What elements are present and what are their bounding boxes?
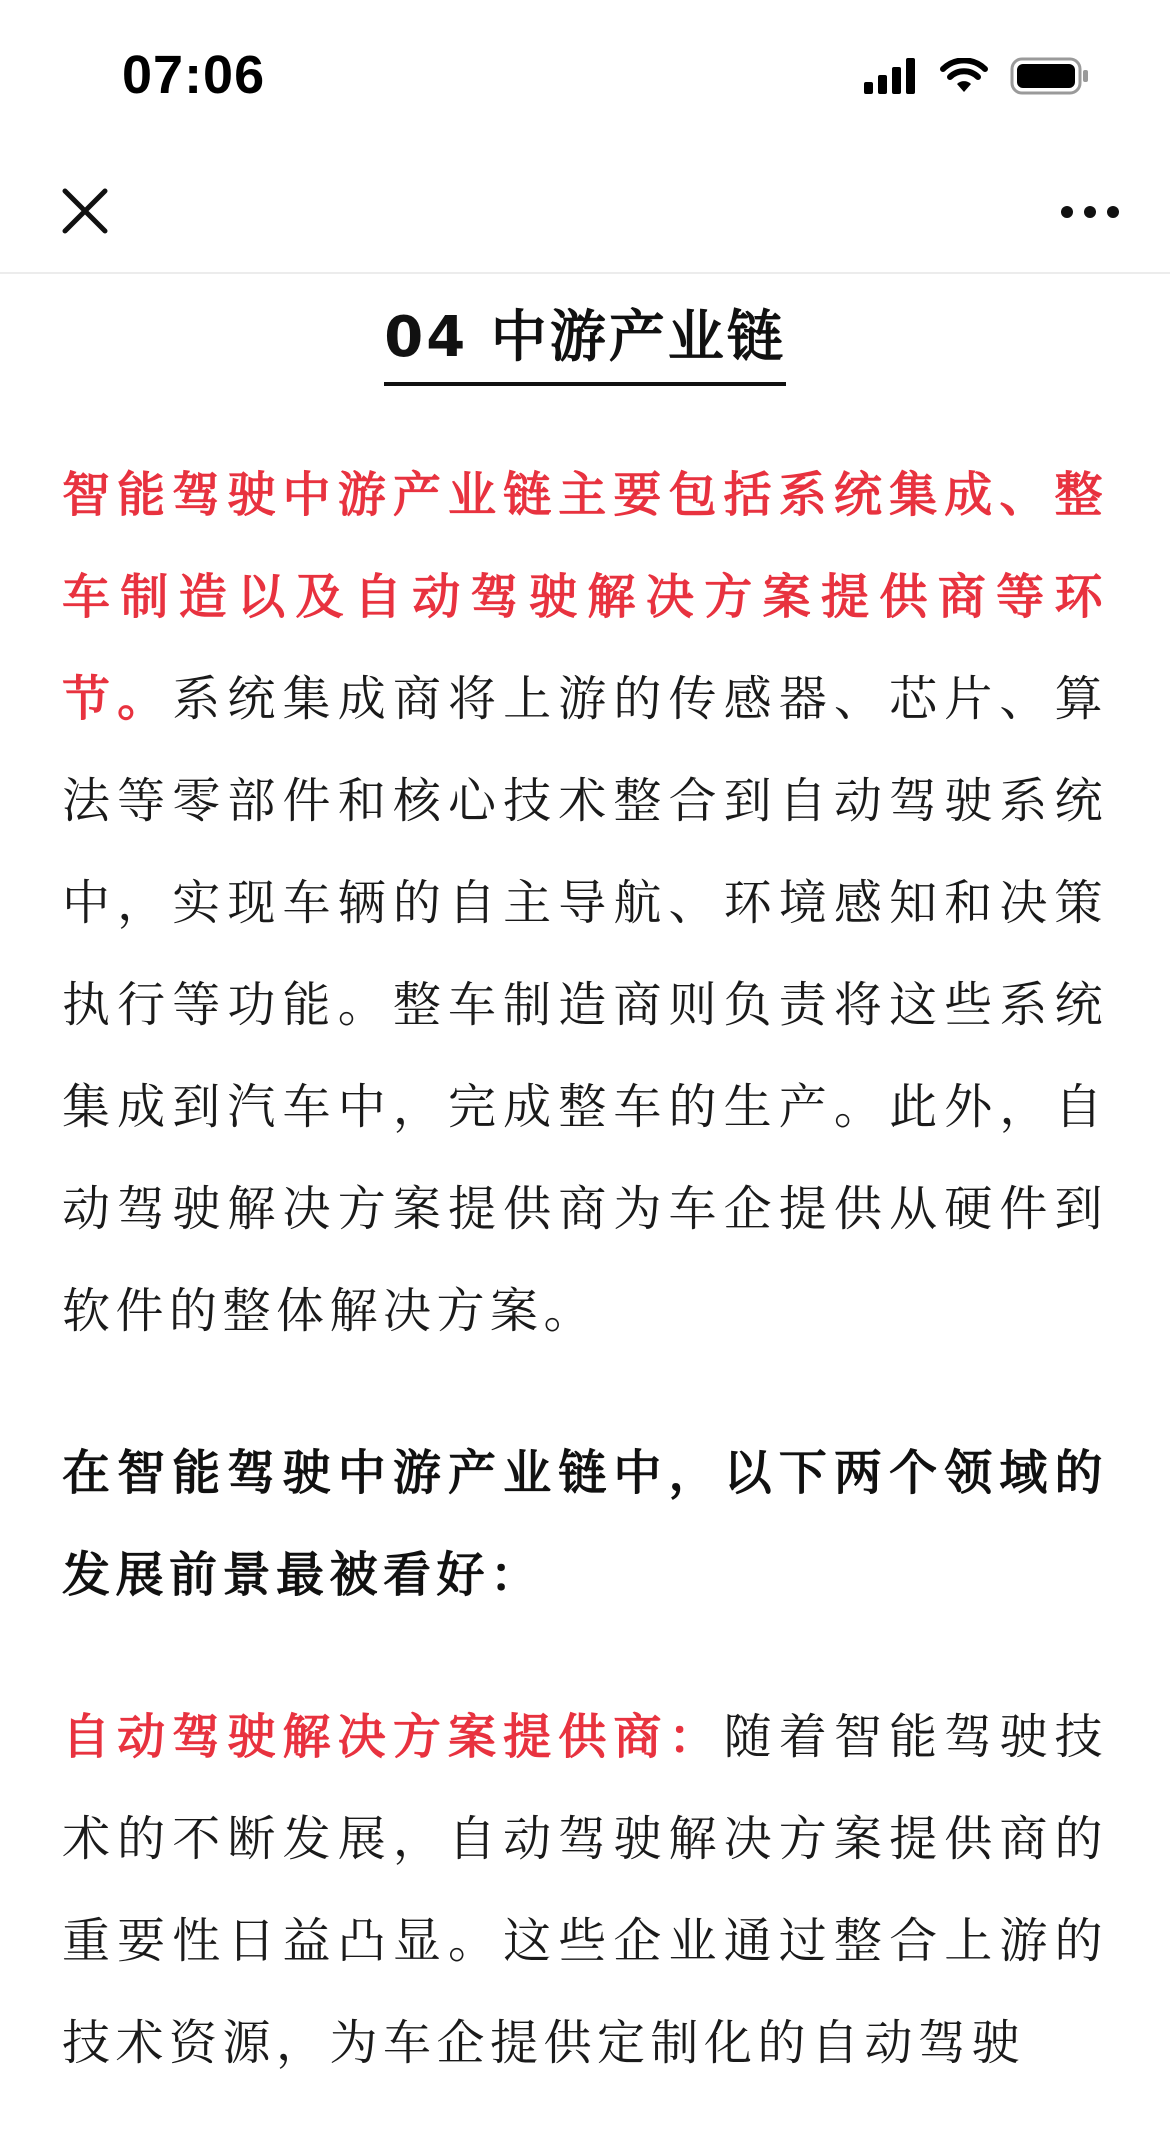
- paragraph-prospects: 在智能驾驶中游产业链中，以下两个领域的发展前景最被看好：: [62, 1445, 1108, 1603]
- more-button[interactable]: [1050, 178, 1130, 248]
- article-title: 04 中游产业链: [384, 302, 785, 386]
- solution-body: 随着智能驾驶技术的不断发展，自动驾驶解决方案提供商的重要性日益凸显。这些企业通过整合上游的技术资源，为车企提供定制化的自动驾驶: [62, 1709, 1108, 2071]
- paragraph-solution-providers: [62, 1686, 1108, 2094]
- status-time: 07:06: [122, 45, 266, 105]
- system-icons: [864, 56, 1090, 100]
- intro-highlight: 智能驾驶中游产业链主要包括系统集成、整车制造以及自动驾驶解决方案提供商等环节。: [62, 467, 1108, 727]
- solution-highlight: 自动驾驶解决方案提供商：: [62, 1709, 724, 1765]
- more-dots-icon: [1060, 204, 1120, 223]
- close-button[interactable]: [50, 178, 120, 248]
- nav-bar: [0, 150, 1170, 274]
- wifi-icon: [940, 58, 988, 98]
- cellular-signal-icon: [864, 58, 918, 98]
- status-bar: [0, 0, 1170, 150]
- paragraph-intro: [62, 444, 1108, 1362]
- intro-body: 系统集成商将上游的传感器、芯片、算法等零部件和核心技术整合到自动驾驶系统中，实现车辆的自主导航、环境感知和决策执行等功能。整车制造商则负责将这些系统集成到汽车中，完成整车的生产。此外，自动驾驶解决方案提供商为车企提供从硬件到软件的整体解决方案。: [62, 671, 1108, 1339]
- battery-icon: [1010, 56, 1090, 100]
- title-wrapper: [62, 302, 1108, 386]
- close-icon: [61, 187, 109, 239]
- article-content: [62, 290, 1108, 2094]
